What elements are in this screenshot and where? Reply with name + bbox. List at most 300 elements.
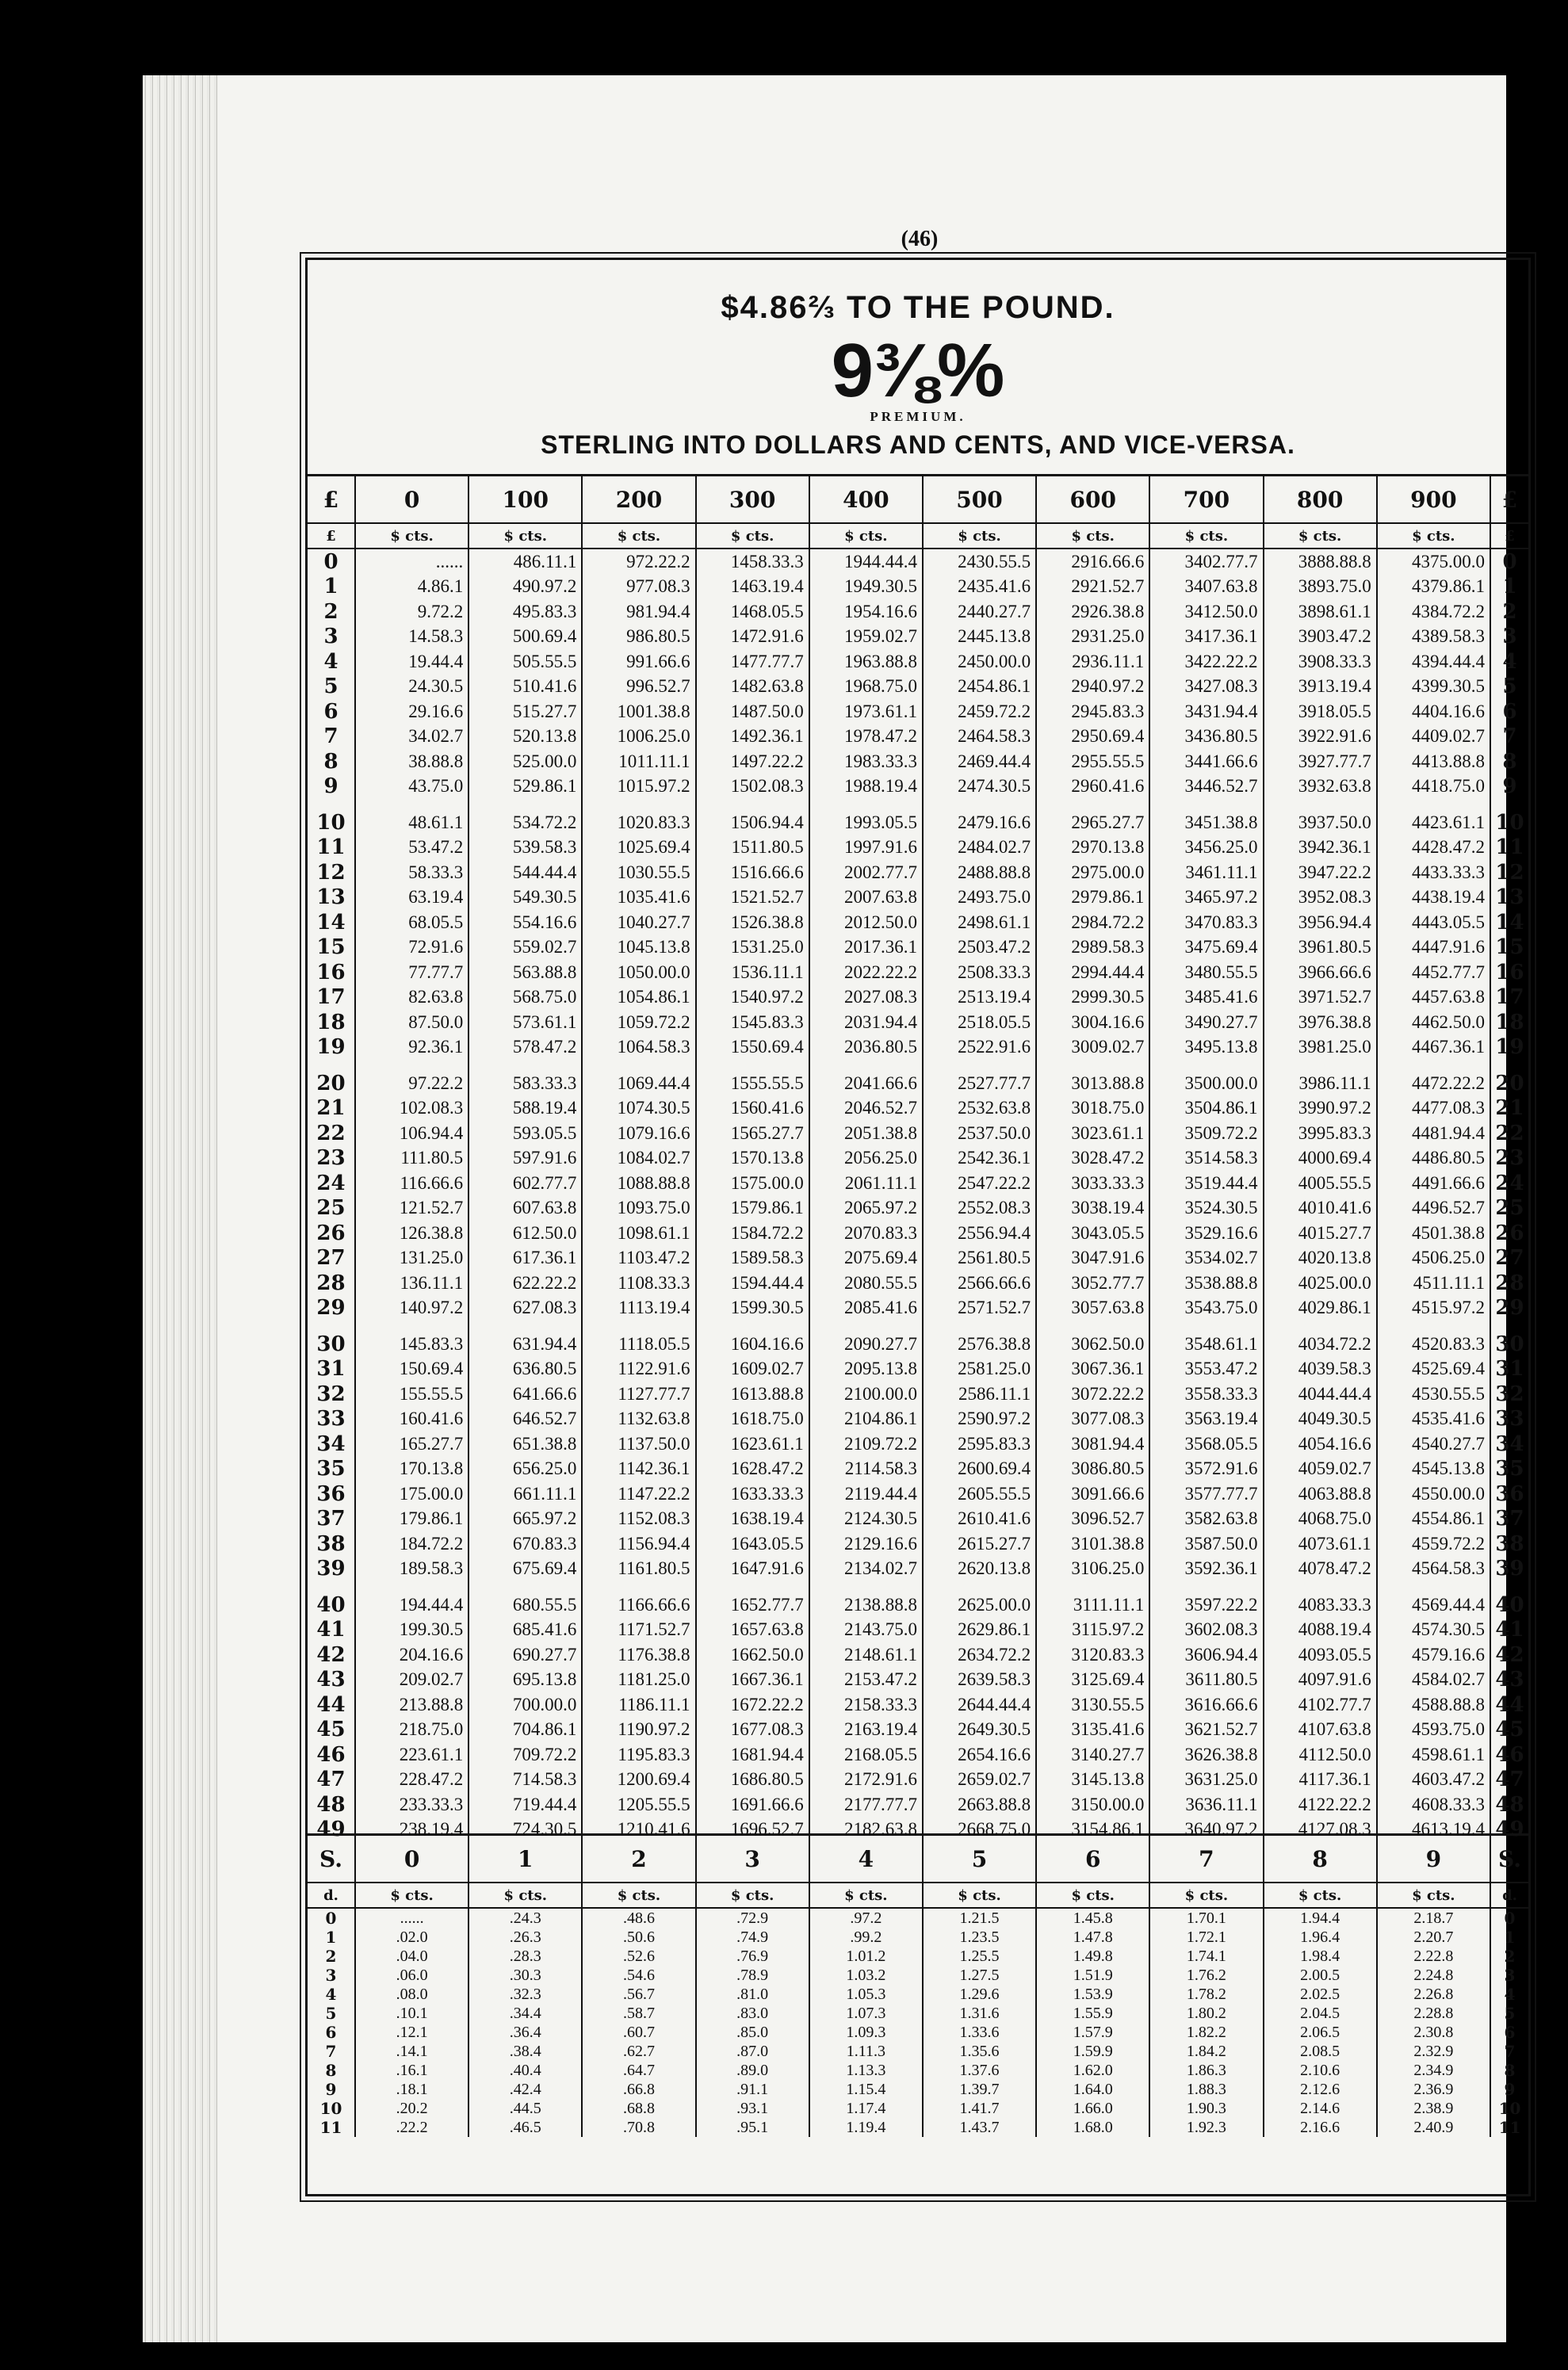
spacer-cell bbox=[468, 1581, 582, 1592]
value-cell: 661.11.1 bbox=[468, 1481, 582, 1507]
value-cell: 1.13.3 bbox=[809, 2061, 923, 2080]
value-cell: 1.49.8 bbox=[1036, 1947, 1149, 1966]
value-cell: 4535.41.6 bbox=[1377, 1407, 1490, 1432]
value-cell: 106.94.4 bbox=[355, 1121, 468, 1146]
row-label: 4 bbox=[1490, 1985, 1528, 2004]
value-cell: 627.08.3 bbox=[468, 1296, 582, 1321]
value-cell: 102.08.3 bbox=[355, 1096, 468, 1122]
row-label: 48 bbox=[316, 1792, 346, 1817]
row-label: 42 bbox=[1490, 1642, 1528, 1668]
spacer-cell bbox=[696, 1581, 809, 1592]
table-row bbox=[308, 1557, 1528, 1582]
value-cell: 4399.30.5 bbox=[1377, 675, 1490, 700]
value-cell: 3140.27.7 bbox=[1036, 1742, 1149, 1768]
value-cell: .89.0 bbox=[696, 2061, 809, 2080]
value-cell: 3903.47.2 bbox=[1264, 625, 1377, 650]
row-label: 2 bbox=[1490, 1947, 1528, 1966]
value-cell: 2950.69.4 bbox=[1036, 724, 1149, 750]
row-label: 35 bbox=[316, 1457, 346, 1481]
value-cell: 3023.61.1 bbox=[1036, 1121, 1149, 1146]
value-cell: .78.9 bbox=[696, 1966, 809, 1985]
spacer-cell bbox=[1036, 1060, 1149, 1071]
row-label: 4 bbox=[323, 649, 338, 674]
value-cell: 3956.94.4 bbox=[1264, 910, 1377, 935]
value-cell: 3534.02.7 bbox=[1149, 1246, 1263, 1271]
table-row bbox=[308, 1121, 1528, 1146]
value-cell: 2556.94.4 bbox=[923, 1221, 1036, 1246]
value-cell: 1623.61.1 bbox=[696, 1432, 809, 1457]
value-cell: 3067.36.1 bbox=[1036, 1357, 1149, 1382]
spacer-cell bbox=[923, 1060, 1036, 1071]
value-cell: 2445.13.8 bbox=[923, 625, 1036, 650]
value-cell: 1.72.1 bbox=[1149, 1928, 1263, 1947]
value-cell: 2124.30.5 bbox=[809, 1507, 923, 1532]
spacer-cell bbox=[1490, 1060, 1528, 1071]
value-cell: 1108.33.3 bbox=[582, 1271, 695, 1296]
table-row bbox=[308, 1332, 1528, 1357]
table-row bbox=[308, 1171, 1528, 1196]
value-cell: 3402.77.7 bbox=[1149, 549, 1263, 575]
unit-label: $ cts. bbox=[582, 1883, 695, 1908]
row-label: 16 bbox=[1490, 960, 1528, 985]
value-cell: 1.43.7 bbox=[923, 2118, 1036, 2137]
value-cell: 1657.63.8 bbox=[696, 1618, 809, 1643]
value-cell: .26.3 bbox=[468, 1928, 582, 1947]
value-cell: 1.57.9 bbox=[1036, 2023, 1149, 2042]
value-cell: 3436.80.5 bbox=[1149, 724, 1263, 750]
row-label: 41 bbox=[316, 1618, 346, 1642]
value-cell: 2571.52.7 bbox=[923, 1296, 1036, 1321]
value-cell: .66.8 bbox=[582, 2080, 695, 2099]
row-label: 23 bbox=[316, 1146, 346, 1171]
value-cell: 700.00.0 bbox=[468, 1692, 582, 1718]
value-cell: 3115.97.2 bbox=[1036, 1618, 1149, 1643]
value-cell: 4462.50.0 bbox=[1377, 1010, 1490, 1035]
table-row bbox=[308, 724, 1528, 750]
row-label: 27 bbox=[1490, 1246, 1528, 1271]
value-cell: 4404.16.6 bbox=[1377, 699, 1490, 724]
header-row bbox=[308, 1835, 1528, 1883]
spacer-cell bbox=[468, 1321, 582, 1332]
value-cell: 1482.63.8 bbox=[696, 675, 809, 700]
value-cell: 2960.41.6 bbox=[1036, 774, 1149, 800]
value-cell: 4433.33.3 bbox=[1377, 860, 1490, 885]
spacer-cell bbox=[468, 1060, 582, 1071]
value-cell: 4122.22.2 bbox=[1264, 1792, 1377, 1818]
value-cell: 2.32.9 bbox=[1377, 2042, 1490, 2061]
row-label: 29 bbox=[316, 1296, 346, 1321]
value-cell: 981.94.4 bbox=[582, 599, 695, 625]
value-cell: 2498.61.1 bbox=[923, 910, 1036, 935]
row-label: 19 bbox=[316, 1035, 346, 1060]
row-label: 9 bbox=[323, 774, 338, 799]
value-cell: 3028.47.2 bbox=[1036, 1146, 1149, 1172]
value-cell: 14.58.3 bbox=[355, 625, 468, 650]
spacer-cell bbox=[308, 1060, 355, 1071]
value-cell: 4593.75.0 bbox=[1377, 1718, 1490, 1743]
value-cell: 1.68.0 bbox=[1036, 2118, 1149, 2137]
spacer-cell bbox=[1377, 1581, 1490, 1592]
value-cell: 3995.83.3 bbox=[1264, 1121, 1377, 1146]
row-label: 42 bbox=[316, 1642, 346, 1667]
value-cell: 2.00.5 bbox=[1264, 1966, 1377, 1985]
value-cell: 3961.80.5 bbox=[1264, 935, 1377, 961]
value-cell: .64.7 bbox=[582, 2061, 695, 2080]
value-cell: 2488.88.8 bbox=[923, 860, 1036, 885]
value-cell: 1156.94.4 bbox=[582, 1531, 695, 1557]
value-cell: 1.94.4 bbox=[1264, 1908, 1377, 1928]
value-cell: 1978.47.2 bbox=[809, 724, 923, 750]
value-cell: 145.83.3 bbox=[355, 1332, 468, 1357]
column-header: 1 bbox=[468, 1835, 582, 1883]
corner-label: S. bbox=[1490, 1835, 1528, 1883]
column-header: 0 bbox=[355, 476, 468, 524]
value-cell: 4413.88.8 bbox=[1377, 749, 1490, 774]
value-cell: 3966.66.6 bbox=[1264, 960, 1377, 985]
value-cell: 3514.58.3 bbox=[1149, 1146, 1263, 1172]
row-label: 8 bbox=[1490, 2061, 1528, 2080]
value-cell: 1594.44.4 bbox=[696, 1271, 809, 1296]
value-cell: 714.58.3 bbox=[468, 1768, 582, 1793]
spacer-cell bbox=[1149, 1060, 1263, 1071]
value-cell: 3033.33.3 bbox=[1036, 1171, 1149, 1196]
value-cell: 2994.44.4 bbox=[1036, 960, 1149, 985]
value-cell: 2061.11.1 bbox=[809, 1171, 923, 1196]
value-cell: 525.00.0 bbox=[468, 749, 582, 774]
value-cell: 1.03.2 bbox=[809, 1966, 923, 1985]
value-cell: 1545.83.3 bbox=[696, 1010, 809, 1035]
value-cell: 583.33.3 bbox=[468, 1071, 582, 1096]
value-cell: 1030.55.5 bbox=[582, 860, 695, 885]
row-label: 17 bbox=[316, 985, 346, 1010]
value-cell: 4025.00.0 bbox=[1264, 1271, 1377, 1296]
row-label: 45 bbox=[316, 1718, 346, 1742]
value-cell: 1502.08.3 bbox=[696, 774, 809, 800]
value-cell: 1468.05.5 bbox=[696, 599, 809, 625]
value-cell: 3937.50.0 bbox=[1264, 810, 1377, 835]
spacer-cell bbox=[1377, 1060, 1490, 1071]
value-cell: 1015.97.2 bbox=[582, 774, 695, 800]
value-cell: 495.83.3 bbox=[468, 599, 582, 625]
value-cell: 4506.25.0 bbox=[1377, 1246, 1490, 1271]
value-cell: .22.2 bbox=[355, 2118, 468, 2137]
value-cell: 2.20.7 bbox=[1377, 1928, 1490, 1947]
spacer-cell bbox=[1264, 799, 1377, 810]
value-cell: 2634.72.2 bbox=[923, 1642, 1036, 1668]
value-cell: 165.27.7 bbox=[355, 1432, 468, 1457]
value-cell: 2041.66.6 bbox=[809, 1071, 923, 1096]
value-cell: .83.0 bbox=[696, 2004, 809, 2023]
value-cell: 1993.05.5 bbox=[809, 810, 923, 835]
value-cell: 1069.44.4 bbox=[582, 1071, 695, 1096]
table-row bbox=[308, 1432, 1528, 1457]
value-cell: 1628.47.2 bbox=[696, 1457, 809, 1482]
row-label: 4 bbox=[1490, 649, 1528, 675]
row-label: 0 bbox=[1490, 1908, 1528, 1928]
value-cell: 1.98.4 bbox=[1264, 1947, 1377, 1966]
spacer-cell bbox=[809, 799, 923, 810]
value-cell: 2.36.9 bbox=[1377, 2080, 1490, 2099]
value-cell: 2450.00.0 bbox=[923, 649, 1036, 675]
value-cell: .24.3 bbox=[468, 1908, 582, 1928]
value-cell: 1195.83.3 bbox=[582, 1742, 695, 1768]
row-label: 31 bbox=[316, 1357, 346, 1382]
value-cell: 4477.08.3 bbox=[1377, 1096, 1490, 1122]
table-row bbox=[308, 699, 1528, 724]
value-cell: 2080.55.5 bbox=[809, 1271, 923, 1296]
value-cell: 2104.86.1 bbox=[809, 1407, 923, 1432]
row-label: 10 bbox=[1490, 810, 1528, 835]
value-cell: 1662.50.0 bbox=[696, 1642, 809, 1668]
spacer-cell bbox=[582, 1581, 695, 1592]
value-cell: 4034.72.2 bbox=[1264, 1332, 1377, 1357]
table-row bbox=[308, 774, 1528, 800]
value-cell: 4438.19.4 bbox=[1377, 885, 1490, 911]
value-cell: 1633.33.3 bbox=[696, 1481, 809, 1507]
value-cell: 977.08.3 bbox=[582, 575, 695, 600]
table-frame bbox=[305, 258, 1531, 2196]
value-cell: 986.80.5 bbox=[582, 625, 695, 650]
value-cell: 1497.22.2 bbox=[696, 749, 809, 774]
value-cell: 3417.36.1 bbox=[1149, 625, 1263, 650]
value-cell: 1959.02.7 bbox=[809, 625, 923, 650]
value-cell: 3606.94.4 bbox=[1149, 1642, 1263, 1668]
value-cell: 2965.27.7 bbox=[1036, 810, 1149, 835]
row-label: 1 bbox=[1490, 575, 1528, 600]
row-label: 32 bbox=[316, 1382, 346, 1406]
value-cell: 3013.88.8 bbox=[1036, 1071, 1149, 1096]
value-cell: 515.27.7 bbox=[468, 699, 582, 724]
value-cell: 3043.05.5 bbox=[1036, 1221, 1149, 1246]
value-cell: 3101.38.8 bbox=[1036, 1531, 1149, 1557]
value-cell: 1579.86.1 bbox=[696, 1196, 809, 1221]
value-cell: 1011.11.1 bbox=[582, 749, 695, 774]
unit-corner: £ bbox=[1490, 523, 1528, 549]
value-cell: 209.02.7 bbox=[355, 1668, 468, 1693]
value-cell: 3947.22.2 bbox=[1264, 860, 1377, 885]
table-row bbox=[308, 810, 1528, 835]
value-cell: 675.69.4 bbox=[468, 1557, 582, 1582]
table-row bbox=[308, 1010, 1528, 1035]
value-cell: 3431.94.4 bbox=[1149, 699, 1263, 724]
value-cell: 2940.97.2 bbox=[1036, 675, 1149, 700]
unit-label: $ cts. bbox=[1036, 1883, 1149, 1908]
value-cell: 3135.41.6 bbox=[1036, 1718, 1149, 1743]
row-label: 27 bbox=[316, 1246, 346, 1271]
value-cell: 4472.22.2 bbox=[1377, 1071, 1490, 1096]
row-label: 9 bbox=[1490, 774, 1528, 800]
value-cell: 612.50.0 bbox=[468, 1221, 582, 1246]
spacer-cell bbox=[355, 1060, 468, 1071]
value-cell: 1555.55.5 bbox=[696, 1071, 809, 1096]
value-cell: 3500.00.0 bbox=[1149, 1071, 1263, 1096]
table-row bbox=[308, 1382, 1528, 1407]
value-cell: 529.86.1 bbox=[468, 774, 582, 800]
value-cell: 194.44.4 bbox=[355, 1592, 468, 1618]
value-cell: 4520.83.3 bbox=[1377, 1332, 1490, 1357]
value-cell: 2046.52.7 bbox=[809, 1096, 923, 1122]
table-row bbox=[308, 1096, 1528, 1122]
value-cell: 4515.97.2 bbox=[1377, 1296, 1490, 1321]
value-cell: 1.62.0 bbox=[1036, 2061, 1149, 2080]
table-row bbox=[308, 1985, 1528, 2004]
value-cell: .56.7 bbox=[582, 1985, 695, 2004]
value-cell: .91.1 bbox=[696, 2080, 809, 2099]
value-cell: 1696.52.7 bbox=[696, 1818, 809, 1843]
row-label: 22 bbox=[1490, 1121, 1528, 1146]
value-cell: 3470.83.3 bbox=[1149, 910, 1263, 935]
value-cell: 3077.08.3 bbox=[1036, 1407, 1149, 1432]
value-cell: 1492.36.1 bbox=[696, 724, 809, 750]
value-cell: 1.86.3 bbox=[1149, 2061, 1263, 2080]
value-cell: 1152.08.3 bbox=[582, 1507, 695, 1532]
value-cell: 4574.30.5 bbox=[1377, 1618, 1490, 1643]
value-cell: 4423.61.1 bbox=[1377, 810, 1490, 835]
value-cell: 4428.47.2 bbox=[1377, 835, 1490, 861]
value-cell: .04.0 bbox=[355, 1947, 468, 1966]
spacer-cell bbox=[468, 799, 582, 810]
value-cell: .48.6 bbox=[582, 1908, 695, 1928]
page-title: $4.86⅔ TO THE POUND. bbox=[721, 290, 1115, 325]
table-row bbox=[308, 1966, 1528, 1985]
value-cell: 4083.33.3 bbox=[1264, 1592, 1377, 1618]
unit-label: $ cts. bbox=[1264, 1883, 1377, 1908]
value-cell: 3898.61.1 bbox=[1264, 599, 1377, 625]
row-label: 13 bbox=[1490, 885, 1528, 911]
table-row bbox=[308, 1481, 1528, 1507]
value-cell: 549.30.5 bbox=[468, 885, 582, 911]
row-label: 7 bbox=[323, 724, 338, 749]
value-cell: 1118.05.5 bbox=[582, 1332, 695, 1357]
value-cell: 3081.94.4 bbox=[1036, 1432, 1149, 1457]
value-cell: 1074.30.5 bbox=[582, 1096, 695, 1122]
column-header: 4 bbox=[809, 1835, 923, 1883]
row-label: 40 bbox=[1490, 1592, 1528, 1618]
row-label: 9 bbox=[325, 2080, 337, 2099]
value-cell: 1.90.3 bbox=[1149, 2099, 1263, 2118]
value-cell: 1059.72.2 bbox=[582, 1010, 695, 1035]
value-cell: 170.13.8 bbox=[355, 1457, 468, 1482]
value-cell: 2518.05.5 bbox=[923, 1010, 1036, 1035]
value-cell: 2056.25.0 bbox=[809, 1146, 923, 1172]
value-cell: 1589.58.3 bbox=[696, 1246, 809, 1271]
value-cell: 1127.77.7 bbox=[582, 1382, 695, 1407]
value-cell: 1.84.2 bbox=[1149, 2042, 1263, 2061]
value-cell: 2007.63.8 bbox=[809, 885, 923, 911]
value-cell: .36.4 bbox=[468, 2023, 582, 2042]
corner-label: S. bbox=[308, 1835, 355, 1883]
row-label: 36 bbox=[316, 1481, 346, 1506]
value-cell: 1054.86.1 bbox=[582, 985, 695, 1011]
value-cell: 2663.88.8 bbox=[923, 1792, 1036, 1818]
spacer-cell bbox=[1264, 1581, 1377, 1592]
column-header: 200 bbox=[582, 476, 695, 524]
value-cell: 4447.91.6 bbox=[1377, 935, 1490, 961]
row-label: 26 bbox=[316, 1221, 346, 1245]
row-label: 33 bbox=[316, 1407, 346, 1432]
spacer-cell bbox=[809, 1060, 923, 1071]
value-cell: 2.22.8 bbox=[1377, 1947, 1490, 1966]
spacer-cell bbox=[1490, 799, 1528, 810]
value-cell: 3922.91.6 bbox=[1264, 724, 1377, 750]
value-cell: 3558.33.3 bbox=[1149, 1382, 1263, 1407]
page-number: (46) bbox=[901, 227, 939, 251]
spacer-cell bbox=[923, 1321, 1036, 1332]
value-cell: 204.16.6 bbox=[355, 1642, 468, 1668]
unit-label: $ cts. bbox=[468, 523, 582, 549]
table-row bbox=[308, 910, 1528, 935]
column-header: 300 bbox=[696, 476, 809, 524]
value-cell: 1.07.3 bbox=[809, 2004, 923, 2023]
value-cell: 4452.77.7 bbox=[1377, 960, 1490, 985]
corner-label: £ bbox=[308, 476, 355, 524]
value-cell: 1.25.5 bbox=[923, 1947, 1036, 1966]
value-cell: 63.19.4 bbox=[355, 885, 468, 911]
value-cell: 1521.52.7 bbox=[696, 885, 809, 911]
spacer-cell bbox=[1490, 1581, 1528, 1592]
value-cell: 1.45.8 bbox=[1036, 1908, 1149, 1928]
value-cell: 1025.69.4 bbox=[582, 835, 695, 861]
value-cell: 92.36.1 bbox=[355, 1035, 468, 1061]
value-cell: 2177.77.7 bbox=[809, 1792, 923, 1818]
value-cell: 3038.19.4 bbox=[1036, 1196, 1149, 1221]
value-cell: 2542.36.1 bbox=[923, 1146, 1036, 1172]
row-label: 6 bbox=[1490, 2023, 1528, 2042]
value-cell: 1.53.9 bbox=[1036, 1985, 1149, 2004]
value-cell: 2921.52.7 bbox=[1036, 575, 1149, 600]
row-label: 21 bbox=[316, 1096, 346, 1121]
table-row bbox=[308, 1668, 1528, 1693]
value-cell: 1472.91.6 bbox=[696, 625, 809, 650]
value-cell: 2454.86.1 bbox=[923, 675, 1036, 700]
value-cell: 4550.00.0 bbox=[1377, 1481, 1490, 1507]
value-cell: 2970.13.8 bbox=[1036, 835, 1149, 861]
value-cell: .02.0 bbox=[355, 1928, 468, 1947]
row-label: 1 bbox=[1490, 1928, 1528, 1947]
value-cell: 636.80.5 bbox=[468, 1357, 582, 1382]
row-label: 18 bbox=[1490, 1010, 1528, 1035]
spacer-cell bbox=[809, 1581, 923, 1592]
table-row bbox=[308, 1718, 1528, 1743]
unit-label: $ cts. bbox=[355, 523, 468, 549]
table-row bbox=[308, 985, 1528, 1011]
table-row bbox=[308, 860, 1528, 885]
value-cell: 1944.44.4 bbox=[809, 549, 923, 575]
row-label: 12 bbox=[1490, 860, 1528, 885]
row-label: 7 bbox=[1490, 724, 1528, 750]
value-cell: 3563.19.4 bbox=[1149, 1407, 1263, 1432]
row-label: 24 bbox=[1490, 1171, 1528, 1196]
value-cell: 3888.88.8 bbox=[1264, 549, 1377, 575]
value-cell: 2.18.7 bbox=[1377, 1908, 1490, 1928]
value-cell: 3465.97.2 bbox=[1149, 885, 1263, 911]
value-cell: 3018.75.0 bbox=[1036, 1096, 1149, 1122]
table-row bbox=[308, 1928, 1528, 1947]
value-cell: 2493.75.0 bbox=[923, 885, 1036, 911]
value-cell: 2017.36.1 bbox=[809, 935, 923, 961]
value-cell: 520.13.8 bbox=[468, 724, 582, 750]
value-cell: 4608.33.3 bbox=[1377, 1792, 1490, 1818]
value-cell: 48.61.1 bbox=[355, 810, 468, 835]
table-row bbox=[308, 1196, 1528, 1221]
value-cell: 4059.02.7 bbox=[1264, 1457, 1377, 1482]
value-cell: 3942.36.1 bbox=[1264, 835, 1377, 861]
value-cell: 43.75.0 bbox=[355, 774, 468, 800]
value-cell: 126.38.8 bbox=[355, 1221, 468, 1246]
row-label: 25 bbox=[1490, 1196, 1528, 1221]
value-cell: 34.02.7 bbox=[355, 724, 468, 750]
value-cell: .34.4 bbox=[468, 2004, 582, 2023]
